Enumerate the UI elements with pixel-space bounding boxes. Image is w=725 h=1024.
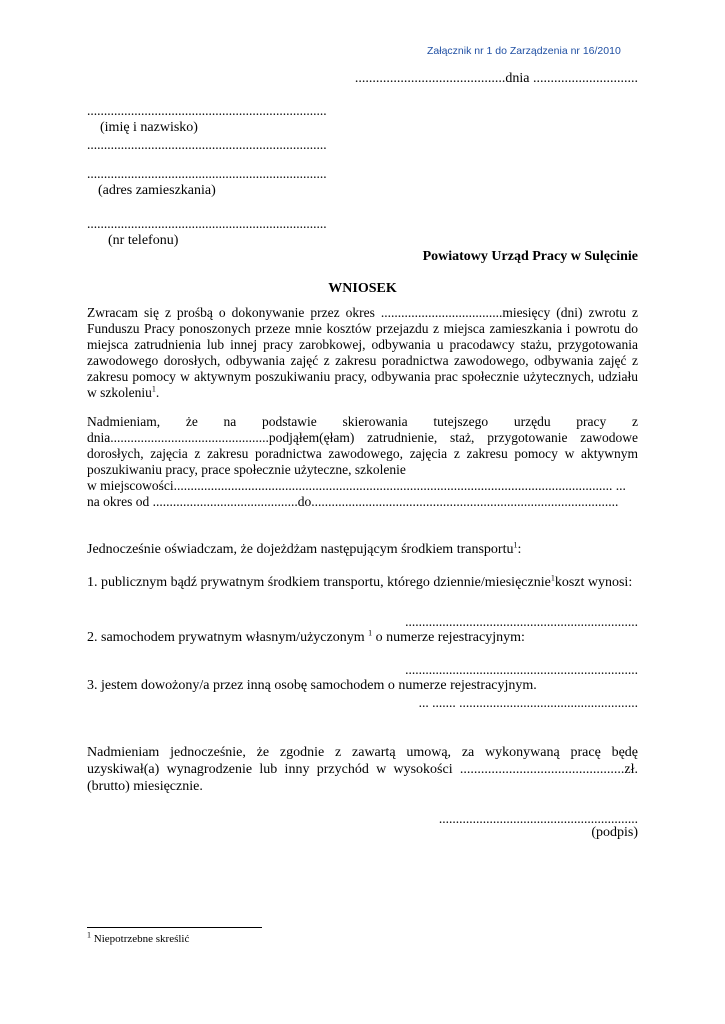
place-line: w miejscowości.................................................................................................................................. ...: [87, 478, 626, 493]
annex-header: Załącznik nr 1 do Zarządzenia nr 16/2010: [427, 45, 621, 57]
signature-label: (podpis): [591, 825, 638, 840]
period-line: na okres od ...........................................do...........................................................................................: [87, 494, 619, 509]
document-title: WNIOSEK: [328, 281, 397, 296]
addressee: Powiatowy Urząd Pracy w Sulęcinie: [422, 249, 638, 264]
name-label: (imię i nazwisko): [100, 120, 198, 135]
phone-label: (nr telefonu): [108, 233, 179, 248]
footnote: $^1$ Niepotrzebne skreślić: [87, 930, 190, 945]
income-paragraph: Nadmieniam jednocześnie, że zgodnie z zawartą umową, za wykonywaną pracę będę uzyskiwał(a) wynagrodzenie lub inny przychód w wysokości ...............................................zł. (brutto) miesięcznie.: [87, 745, 638, 794]
transport-intro: Jednocześnie oświadczam, że dojeżdżam następującym środkiem transportu$^1$:: [87, 540, 522, 557]
name-dots-2: .......................................................................: [87, 137, 327, 152]
date-line: ...........................................dnia ..............................: [354, 71, 638, 86]
hiring-paragraph: Nadmieniam, że na podstawie skierowania tutejszego urzędu pracy z dnia...............................................podjąłem(ęłam) zatrudnienie, staż, przygotowanie zawodowe dorosłych, zajęcia z zakresu poradnictwa zawodowego, zajęcia z zakresu pomocy w aktywnym poszukiwaniu pracy, prace społecznie użyteczne, szkolenie: [87, 414, 638, 477]
phone-dots: .......................................................................: [87, 216, 327, 231]
request-paragraph: Zwracam się z prośbą o dokonywanie przez okres ....................................miesięcy (dni) zwrotu z Funduszu Pracy ponoszonych przeze mnie kosztów przejazdu z miejsca zamieszkania i powrotu do miejsca zatrudnienia lub innej pracy zarobkowej, odbywania u pracodawcy stażu, przygotowania zawodowego dorosłych, odbywania zajęć z zakresu poradnictwa zawodowego, odbywania zajęć z zakresu pomocy w aktywnym poszukiwaniu pracy, odbywania prac społecznie użytecznych, udziału w szkoleniu$^1$.: [87, 305, 638, 400]
option-public-transport: 1. publicznym bądź prywatnym środkiem transportu, którego dziennie/miesięcznie$^1$koszt wynosi:: [87, 573, 633, 590]
footnote-separator: [87, 927, 262, 928]
option-1-dots: .....................................................................: [405, 614, 638, 629]
option-2-dots: .....................................................................: [405, 662, 638, 677]
footnote-mark: 1: [151, 384, 156, 394]
address-label: (adres zamieszkania): [98, 183, 216, 198]
option-3-dots: ... ....... .....................................................: [418, 695, 638, 710]
address-dots: .......................................................................: [87, 166, 327, 181]
option-private-car: 2. samochodem prywatnym własnym/użyczonym $^1$ o numerze rejestracyjnym:: [87, 628, 525, 645]
option-passenger: 3. jestem dowożony/a przez inną osobę samochodem o numerze rejestracyjnym.: [87, 678, 537, 693]
signature-dots: ...........................................................: [438, 811, 638, 826]
name-dots: .......................................................................: [87, 103, 327, 118]
